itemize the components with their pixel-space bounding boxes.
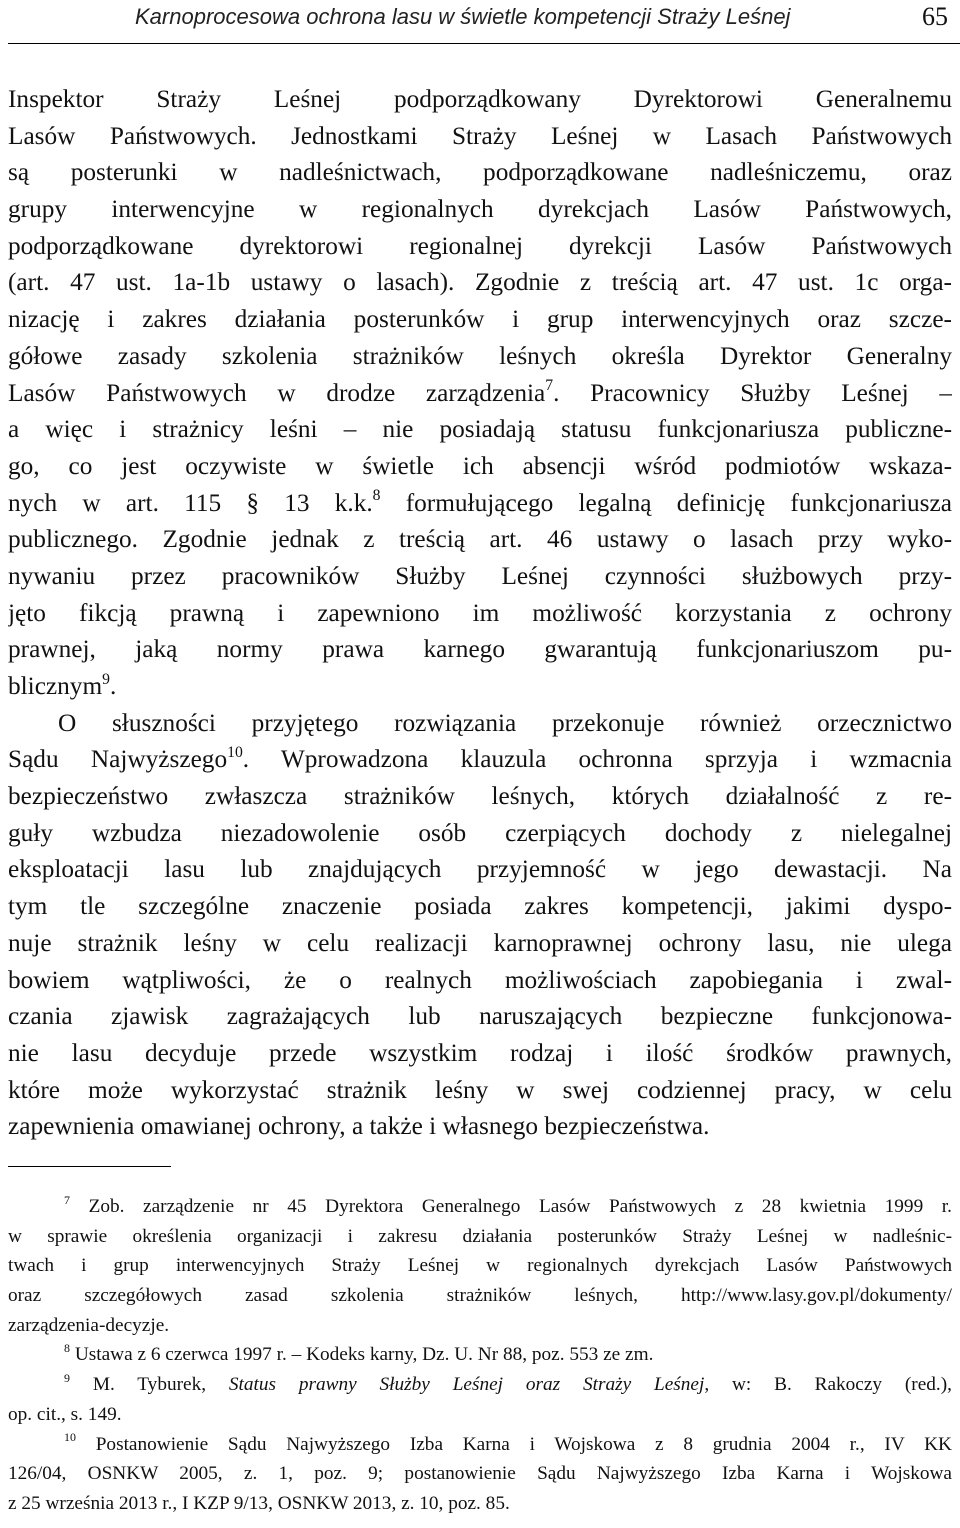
text-line: (art. 47 ust. 1a-1b ustawy o lasach). Zgodnie z treścią art. 47 ust. 1c orga- <box>8 268 952 297</box>
text-line: prawnej, jaką normy prawa karnego gwarantują funkcjonariuszom pu- <box>8 635 952 664</box>
text-run: . Pracownicy Służby Leśnej – <box>553 378 952 407</box>
text-line: O słuszności przyjętego rozwiązania przekonuje również orzecznictwo <box>58 708 952 737</box>
footnote-text: , w: B. Rakoczy (red.), <box>704 1374 952 1396</box>
footnote-9 <box>8 1370 952 1400</box>
footnote-ref-7[interactable]: 7 <box>545 377 554 395</box>
text-line: które może wykorzystać strażnik leśny w swej codziennej pracy, w celu <box>8 1075 952 1104</box>
footnote-separator <box>8 1166 171 1167</box>
header-rule <box>8 43 960 44</box>
text-line: eksploatacji lasu lub znajdujących przyjemność w jego dewastacji. Na <box>8 855 952 884</box>
running-title: Karnoprocesowa ochrona lasu w świetle kompetencji Straży Leśnej <box>135 4 791 29</box>
footnote-number: 10 <box>64 1430 76 1445</box>
text-line: bowiem wątpliwości, że o realnych możliwościach zapobiegania i zwal- <box>8 965 952 994</box>
cited-title: Status prawny Służby Leśnej oraz Straży Leśnej <box>228 1374 705 1396</box>
footnote-10 <box>8 1430 952 1460</box>
text-line <box>8 375 952 412</box>
text-line: go, co jest oczywiste w świetle ich absencji wśród podmiotów wskaza- <box>8 451 952 480</box>
footnote-line: op. cit., s. 149. <box>8 1403 122 1425</box>
footnotes <box>8 1192 952 1519</box>
footnote-7 <box>8 1192 952 1222</box>
text-line: podporządkowane dyrektorowi regionalnej dyrekcji Lasów Państwowych <box>8 231 952 260</box>
text-run: Lasów Państwowych w drodze zarządzenia <box>8 378 546 407</box>
text-run: formułującego legalną definicję funkcjonariusza <box>380 488 952 517</box>
footnote-line: z 25 września 2013 r., I KZP 9/13, OSNKW 2013, z. 10, poz. 85. <box>8 1492 510 1514</box>
text-line: nuje strażnik leśny w celu realizacji karnoprawnej ochrony lasu, nie ulega <box>8 928 952 957</box>
footnote-text: Postanowienie Sądu Najwyższego Izba Karna i Wojskowa z 8 grudnia 2004 r., IV KK <box>95 1433 952 1455</box>
page-header <box>0 0 960 44</box>
body-text <box>8 81 952 1145</box>
footnote-line: zarządzenia-decyzje. <box>8 1314 170 1336</box>
text-line <box>8 485 952 522</box>
text-line: nie lasu decyduje przede wszystkim rodzaj i ilość środków prawnych, <box>8 1038 952 1067</box>
text-line: guły wzbudza niezadowolenie osób czerpiących dochody z nielegalnej <box>8 818 952 847</box>
text-run: Sądu Najwyższego <box>8 745 228 774</box>
footnote-ref-9[interactable]: 9 <box>102 670 110 688</box>
text-run: . <box>109 672 117 700</box>
text-line: zapewnienia omawianej ochrony, a także i własnego bezpieczeństwa. <box>8 1112 710 1141</box>
text-line: tym tle szczególne znaczenie posiada zakres kompetencji, jakimi dyspo- <box>8 892 952 921</box>
text-run: nych w art. 115 § 13 k.k. <box>8 488 373 517</box>
text-line: nizację i zakres działania posterunków i grup interwencyjnych oraz szcze- <box>8 305 952 334</box>
page-number: 65 <box>922 2 948 31</box>
text-line: Inspektor Straży Leśnej podporządkowany Dyrektorowi Generalnemu <box>8 85 952 113</box>
text-line: czania zjawisk zagrażających lub naruszających bezpieczne funkcjonowa- <box>8 1002 952 1031</box>
text-run: . Wprowadzona klauzula ochronna sprzyja i wzmacnia <box>242 745 952 774</box>
footnote-8 <box>8 1340 952 1370</box>
text-run: blicznym <box>8 672 103 700</box>
text-line: grupy interwencyjne w regionalnych dyrekcjach Lasów Państwowych, <box>8 195 952 224</box>
text-line: a więc i strażnicy leśni – nie posiadają statusu funkcjonariusza publiczne- <box>8 415 952 444</box>
text-line: jęto fikcją prawną i zapewniono im możliwość korzystania z ochrony <box>8 598 952 627</box>
text-line: gółowe zasady szkolenia strażników leśnych określa Dyrektor Generalny <box>8 341 952 370</box>
text-line: są posterunki w nadleśnictwach, podporządkowane nadleśniczemu, oraz <box>8 158 952 187</box>
footnote-line: oraz szczegółowych zasad szkolenia strażników leśnych, http://www.lasy.gov.pl/dokumenty/ <box>8 1285 952 1307</box>
footnote-ref-10[interactable]: 10 <box>227 744 243 762</box>
footnote-line: w sprawie określenia organizacji i zakresu działania posterunków Straży Leśnej w nadleśnic- <box>8 1225 952 1247</box>
footnote-number: 7 <box>64 1192 70 1207</box>
footnote-ref-8[interactable]: 8 <box>372 487 381 505</box>
text-line <box>8 741 952 778</box>
text-line: nywaniu przez pracowników Służby Leśnej czynności służbowych przy- <box>8 561 952 590</box>
text-line: Lasów Państwowych. Jednostkami Straży Leśnej w Lasach Państwowych <box>8 121 952 150</box>
footnote-line: twach i grup interwencyjnych Straży Leśnej w regionalnych dyrekcjach Lasów Państwowych <box>8 1255 952 1277</box>
text-line <box>8 668 952 705</box>
footnote-text: M. Tyburek, <box>92 1374 207 1396</box>
footnote-text: Zob. zarządzenie nr 45 Dyrektora Generalnego Lasów Państwowych z 28 kwietnia 1999 r. <box>88 1196 952 1217</box>
footnote-line: 126/04, OSNKW 2005, z. 1, poz. 9; postanowienie Sądu Najwyższego Izba Karna i Wojskowa <box>8 1463 952 1485</box>
text-line: bezpieczeństwo zwłaszcza strażników leśnych, których działalność z re- <box>8 782 952 811</box>
footnote-number: 9 <box>64 1371 70 1386</box>
text-line: publicznego. Zgodnie jednak z treścią art. 46 ustawy o lasach przy wyko- <box>8 525 952 554</box>
footnote-text: Ustawa z 6 czerwca 1997 r. – Kodeks karny, Dz. U. Nr 88, poz. 553 ze zm. <box>74 1344 654 1366</box>
footnote-number: 8 <box>64 1341 70 1356</box>
